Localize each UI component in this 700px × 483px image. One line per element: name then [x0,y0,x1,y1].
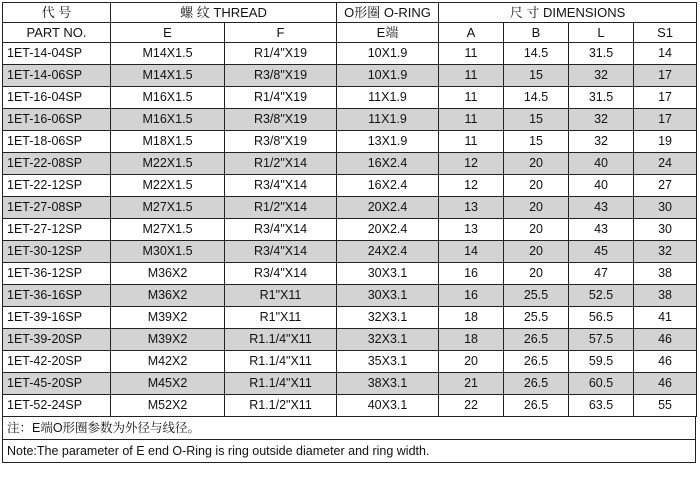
cell-l: 31.5 [569,43,634,65]
cell-l: 32 [569,131,634,153]
cell-b: 14.5 [504,87,569,109]
cell-part: 1ET-45-20SP [3,373,111,395]
table-row [3,351,697,373]
table-row [3,65,697,87]
cell-part: 1ET-14-06SP [3,65,111,87]
cell-e: M39X2 [111,329,225,351]
cell-s1: 30 [634,197,697,219]
cell-a: 11 [439,131,504,153]
cell-s1: 38 [634,285,697,307]
cell-f: R1"X11 [225,307,337,329]
cell-oring: 30X3.1 [337,285,439,307]
cell-part: 1ET-22-12SP [3,175,111,197]
cell-l: 32 [569,109,634,131]
cell-b: 25.5 [504,285,569,307]
cell-part: 1ET-36-16SP [3,285,111,307]
cell-part: 1ET-16-06SP [3,109,111,131]
cell-s1: 17 [634,87,697,109]
cell-f: R3/4"X14 [225,219,337,241]
cell-b: 26.5 [504,373,569,395]
cell-oring: 38X3.1 [337,373,439,395]
cell-f: R1/2"X14 [225,153,337,175]
cell-a: 16 [439,263,504,285]
cell-oring: 16X2.4 [337,153,439,175]
table-row [3,395,697,417]
cell-f: R3/8"X19 [225,131,337,153]
cell-b: 20 [504,219,569,241]
cell-s1: 38 [634,263,697,285]
cell-a: 12 [439,175,504,197]
cell-oring: 32X3.1 [337,307,439,329]
cell-s1: 19 [634,131,697,153]
cell-f: R3/4"X14 [225,241,337,263]
cell-oring: 16X2.4 [337,175,439,197]
table-row [3,87,697,109]
cell-l: 47 [569,263,634,285]
cell-l: 45 [569,241,634,263]
cell-l: 52.5 [569,285,634,307]
cell-oring: 32X3.1 [337,329,439,351]
cell-f: R1.1/4"X11 [225,373,337,395]
cell-part: 1ET-27-12SP [3,219,111,241]
col-b-header: B [504,23,569,43]
dimensions-header: 尺 寸 DIMENSIONS [439,3,697,23]
table-row [3,197,697,219]
cell-s1: 17 [634,109,697,131]
cell-oring: 10X1.9 [337,65,439,87]
cell-f: R3/8"X19 [225,109,337,131]
cell-oring: 40X3.1 [337,395,439,417]
table-row [3,153,697,175]
cell-l: 43 [569,219,634,241]
cell-oring: 20X2.4 [337,219,439,241]
cell-a: 20 [439,351,504,373]
cell-e: M45X2 [111,373,225,395]
table-row [3,219,697,241]
thread-header: 螺 纹 THREAD [111,3,337,23]
cell-a: 11 [439,43,504,65]
cell-s1: 46 [634,373,697,395]
table-row [3,285,697,307]
cell-f: R1.1/4"X11 [225,329,337,351]
dimensions-table [2,2,697,417]
cell-e: M27X1.5 [111,197,225,219]
cell-s1: 55 [634,395,697,417]
cell-b: 26.5 [504,395,569,417]
cell-s1: 27 [634,175,697,197]
cell-e: M22X1.5 [111,175,225,197]
cell-part: 1ET-52-24SP [3,395,111,417]
cell-s1: 24 [634,153,697,175]
cell-s1: 32 [634,241,697,263]
cell-oring: 13X1.9 [337,131,439,153]
cell-part: 1ET-16-04SP [3,87,111,109]
cell-l: 59.5 [569,351,634,373]
cell-l: 56.5 [569,307,634,329]
cell-a: 11 [439,65,504,87]
cell-s1: 46 [634,351,697,373]
cell-e: M30X1.5 [111,241,225,263]
col-l-header: L [569,23,634,43]
cell-b: 20 [504,197,569,219]
cell-a: 18 [439,307,504,329]
cell-l: 32 [569,65,634,87]
cell-b: 14.5 [504,43,569,65]
cell-a: 13 [439,197,504,219]
cell-s1: 46 [634,329,697,351]
spec-sheet [2,2,696,463]
col-f-header: F [225,23,337,43]
note-zh: 注：E端O形圈参数为外径与线径。 [7,421,201,435]
cell-part: 1ET-36-12SP [3,263,111,285]
cell-e: M16X1.5 [111,87,225,109]
cell-f: R3/8"X19 [225,65,337,87]
cell-s1: 14 [634,43,697,65]
cell-b: 15 [504,65,569,87]
cell-e: M42X2 [111,351,225,373]
cell-part: 1ET-27-08SP [3,197,111,219]
cell-e: M18X1.5 [111,131,225,153]
table-row [3,373,697,395]
cell-oring: 35X3.1 [337,351,439,373]
cell-f: R3/4"X14 [225,263,337,285]
col-a-header: A [439,23,504,43]
cell-l: 31.5 [569,87,634,109]
cell-e: M16X1.5 [111,109,225,131]
table-row [3,263,697,285]
cell-f: R1.1/2"X11 [225,395,337,417]
col-e-header: E [111,23,225,43]
cell-l: 57.5 [569,329,634,351]
cell-f: R1.1/4"X11 [225,351,337,373]
cell-oring: 20X2.4 [337,197,439,219]
col-s1-header: S1 [634,23,697,43]
cell-b: 15 [504,131,569,153]
cell-a: 21 [439,373,504,395]
table-row [3,175,697,197]
cell-b: 20 [504,175,569,197]
table-row [3,241,697,263]
cell-f: R1/2"X14 [225,197,337,219]
cell-oring: 24X2.4 [337,241,439,263]
cell-b: 25.5 [504,307,569,329]
cell-oring: 10X1.9 [337,43,439,65]
notes-box [2,417,696,463]
cell-l: 40 [569,153,634,175]
cell-part: 1ET-39-16SP [3,307,111,329]
cell-e: M36X2 [111,285,225,307]
cell-e: M14X1.5 [111,43,225,65]
cell-part: 1ET-18-06SP [3,131,111,153]
cell-f: R3/4"X14 [225,175,337,197]
cell-e: M22X1.5 [111,153,225,175]
cell-a: 13 [439,219,504,241]
note-en: Note:The parameter of E end O-Ring is ring outside diameter and ring width. [3,439,695,462]
cell-s1: 17 [634,65,697,87]
cell-oring: 11X1.9 [337,109,439,131]
table-row [3,329,697,351]
cell-a: 11 [439,109,504,131]
table-row [3,307,697,329]
cell-oring: 30X3.1 [337,263,439,285]
cell-e: M52X2 [111,395,225,417]
table-row [3,43,697,65]
cell-l: 60.5 [569,373,634,395]
cell-e: M39X2 [111,307,225,329]
cell-oring: 11X1.9 [337,87,439,109]
cell-a: 12 [439,153,504,175]
part-header-zh: 代 号 [3,3,111,23]
cell-part: 1ET-30-12SP [3,241,111,263]
cell-l: 63.5 [569,395,634,417]
cell-l: 40 [569,175,634,197]
cell-b: 15 [504,109,569,131]
cell-part: 1ET-39-20SP [3,329,111,351]
cell-a: 16 [439,285,504,307]
cell-a: 11 [439,87,504,109]
cell-e: M36X2 [111,263,225,285]
cell-part: 1ET-22-08SP [3,153,111,175]
cell-f: R1/4"X19 [225,87,337,109]
cell-f: R1/4"X19 [225,43,337,65]
col-eend-header: E端 [337,23,439,43]
cell-a: 14 [439,241,504,263]
cell-b: 20 [504,153,569,175]
cell-b: 20 [504,263,569,285]
oring-header: O形圈 O-RING [337,3,439,23]
cell-f: R1"X11 [225,285,337,307]
cell-part: 1ET-14-04SP [3,43,111,65]
cell-s1: 30 [634,219,697,241]
cell-b: 20 [504,241,569,263]
cell-b: 26.5 [504,329,569,351]
cell-s1: 41 [634,307,697,329]
part-header-en: PART NO. [3,23,111,43]
cell-e: M27X1.5 [111,219,225,241]
cell-a: 18 [439,329,504,351]
table-row [3,131,697,153]
cell-a: 22 [439,395,504,417]
cell-b: 26.5 [504,351,569,373]
cell-e: M14X1.5 [111,65,225,87]
cell-l: 43 [569,197,634,219]
table-row [3,109,697,131]
cell-part: 1ET-42-20SP [3,351,111,373]
